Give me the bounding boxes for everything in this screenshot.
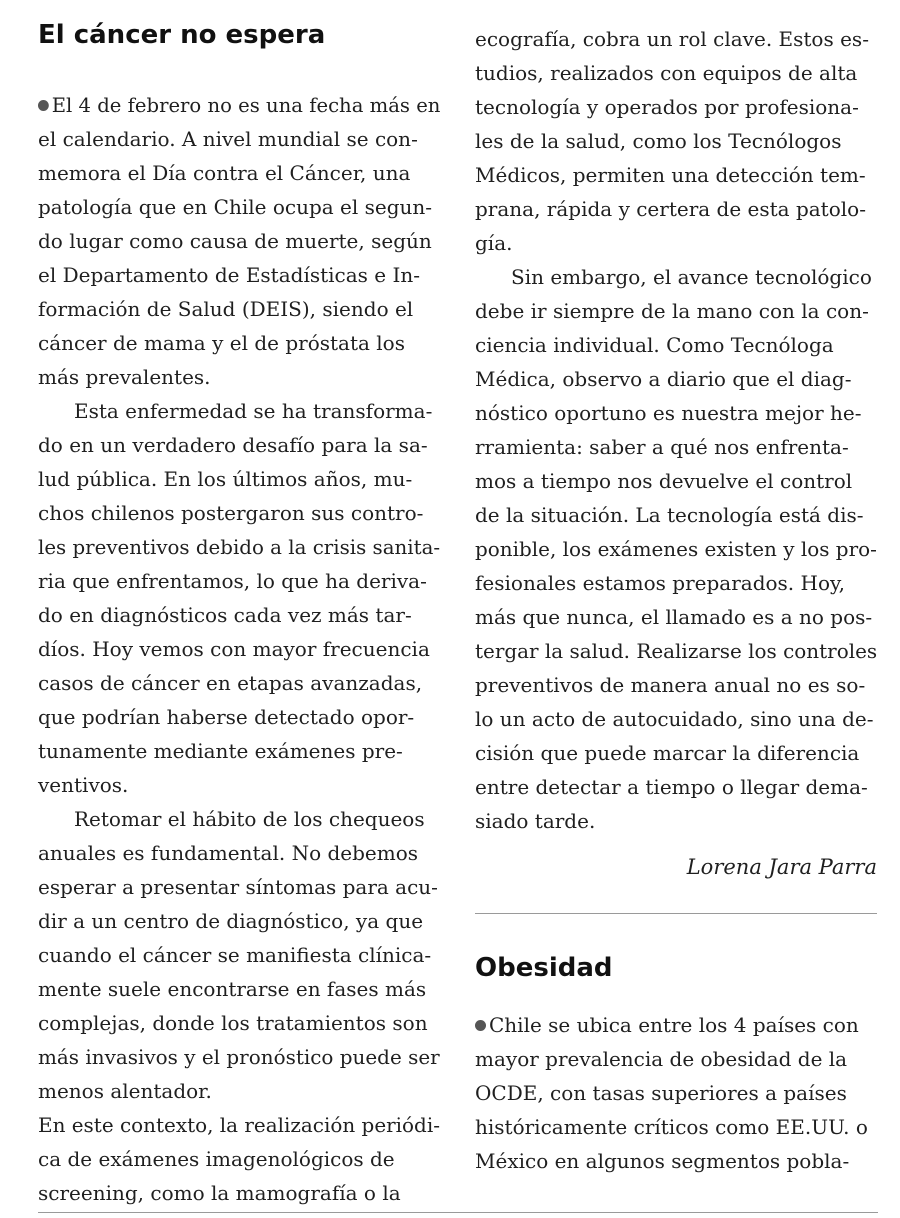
text-line xyxy=(38,1074,212,1108)
text-line-content: mos a tiempo nos devuelve el control xyxy=(475,469,853,493)
text-line xyxy=(38,972,426,1006)
text-line-content: ventivos. xyxy=(38,773,129,797)
text-line xyxy=(475,294,869,328)
text-line-content: chos chilenos postergaron sus contro- xyxy=(38,501,424,525)
text-line xyxy=(38,428,428,462)
text-line xyxy=(475,464,852,498)
text-line xyxy=(475,56,857,90)
text-line-content: ca de exámenes imagenológicos de xyxy=(38,1147,395,1171)
text-line-content: cáncer de mama y el de próstata los xyxy=(38,331,405,355)
text-line-content: tergar la salud. Realizarse los controles xyxy=(475,639,878,663)
text-line xyxy=(475,124,841,158)
text-line xyxy=(475,1110,868,1144)
text-line xyxy=(475,804,595,838)
text-line xyxy=(38,122,418,156)
text-line xyxy=(38,564,427,598)
text-line-content: ria que enfrentamos, lo que ha deriva- xyxy=(38,569,427,593)
text-line-content: Chile se ubica entre los 4 países con xyxy=(489,1013,859,1037)
text-line xyxy=(475,226,512,260)
text-line xyxy=(475,362,851,396)
text-line-content: gía. xyxy=(475,231,513,255)
text-line xyxy=(38,870,438,904)
text-line xyxy=(38,1006,428,1040)
text-line-content: tudios, realizados con equipos de alta xyxy=(475,61,858,85)
text-line-content: Esta enfermedad se ha transforma- xyxy=(74,399,433,423)
text-line-content: entre detectar a tiempo o llegar dema- xyxy=(475,775,868,799)
text-line-content: do en un verdadero desafío para la sa- xyxy=(38,433,428,457)
section-title-obesidad: Obesidad xyxy=(475,953,613,983)
text-line-content: ciencia individual. Como Tecnóloga xyxy=(475,333,834,357)
text-line-content: esperar a presentar síntomas para acu- xyxy=(38,875,438,899)
text-line-content: históricamente críticos como EE.UU. o xyxy=(475,1115,868,1139)
text-line-content: el Departamento de Estadísticas e In- xyxy=(38,263,421,287)
text-line xyxy=(38,292,413,326)
text-line xyxy=(475,600,872,634)
text-line-content: más que nunca, el llamado es a no pos- xyxy=(475,605,873,629)
text-line-content: dir a un centro de diagnóstico, ya que xyxy=(38,909,424,933)
text-line xyxy=(38,734,403,768)
text-line-content: de la situación. La tecnología está dis- xyxy=(475,503,864,527)
text-line-content: patología que en Chile ocupa el segun- xyxy=(38,195,433,219)
text-line-content: anuales es fundamental. No debemos xyxy=(38,841,419,865)
text-line xyxy=(475,1008,859,1042)
text-line xyxy=(38,326,405,360)
text-line xyxy=(475,1076,847,1110)
text-line xyxy=(38,598,412,632)
text-line-content: Médica, observo a diario que el diag- xyxy=(475,367,852,391)
text-line-content: cisión que puede marcar la diferencia xyxy=(475,741,860,765)
text-line-content: el calendario. A nivel mundial se con- xyxy=(38,127,418,151)
text-line xyxy=(475,566,845,600)
text-line xyxy=(511,260,872,294)
text-line xyxy=(38,360,211,394)
text-line xyxy=(475,702,874,736)
text-line xyxy=(475,158,866,192)
text-line-content: siado tarde. xyxy=(475,809,596,833)
text-line xyxy=(475,532,877,566)
text-line xyxy=(38,88,440,122)
text-line-content: tecnología y operados por profesiona- xyxy=(475,95,859,119)
text-line-content: ponible, los exámenes existen y los pro- xyxy=(475,537,877,561)
text-line-content: Retomar el hábito de los chequeos xyxy=(74,807,425,831)
article-title: El cáncer no espera xyxy=(38,20,326,50)
text-line-content: díos. Hoy vemos con mayor frecuencia xyxy=(38,637,430,661)
text-line-content: nóstico oportuno es nuestra mejor he- xyxy=(475,401,862,425)
text-line xyxy=(38,156,410,190)
text-line xyxy=(38,938,431,972)
text-line-content: ecografía, cobra un rol clave. Estos es- xyxy=(475,27,869,51)
text-line-content: les preventivos debido a la crisis sanita- xyxy=(38,535,441,559)
text-line-content: Sin embargo, el avance tecnológico xyxy=(511,265,872,289)
page-bottom-rule xyxy=(38,1212,878,1213)
section-divider xyxy=(475,913,877,914)
text-line-content: casos de cáncer en etapas avanzadas, xyxy=(38,671,423,695)
text-line-content: lo un acto de autocuidado, sino una de- xyxy=(475,707,874,731)
text-line-content: lud pública. En los últimos años, mu- xyxy=(38,467,413,491)
text-line-content: mente suele encontrarse en fases más xyxy=(38,977,427,1001)
text-line-content: tunamente mediante exámenes pre- xyxy=(38,739,403,763)
text-line-content: screening, como la mamografía o la xyxy=(38,1181,401,1205)
text-line-content: preventivos de manera anual no es so- xyxy=(475,673,866,697)
text-line-content: En este contexto, la realización periódi- xyxy=(38,1113,440,1137)
text-line-content: cuando el cáncer se manifiesta clínica- xyxy=(38,943,432,967)
text-line xyxy=(475,1042,847,1076)
article-author: Lorena Jara Parra xyxy=(686,855,877,879)
text-line-content: fesionales estamos preparados. Hoy, xyxy=(475,571,845,595)
text-line-content: complejas, donde los tratamientos son xyxy=(38,1011,428,1035)
text-line xyxy=(38,632,430,666)
text-line-content: debe ir siempre de la mano con la con- xyxy=(475,299,869,323)
text-line-content: rramienta: saber a qué nos enfrenta- xyxy=(475,435,849,459)
text-line xyxy=(475,1144,849,1178)
text-line xyxy=(38,1108,440,1142)
text-line xyxy=(475,736,859,770)
text-line-content: que podrían haberse detectado opor- xyxy=(38,705,415,729)
text-line xyxy=(475,498,864,532)
text-line xyxy=(38,462,412,496)
text-line-content: El 4 de febrero no es una fecha más en xyxy=(51,93,441,117)
text-line xyxy=(38,190,432,224)
bullet-icon xyxy=(38,100,49,111)
text-line xyxy=(475,192,866,226)
text-line-content: menos alentador. xyxy=(38,1079,212,1103)
bullet-icon xyxy=(475,1020,486,1031)
text-line-content: do lugar como causa de muerte, según xyxy=(38,229,432,253)
text-line xyxy=(38,1142,395,1176)
text-line xyxy=(38,836,418,870)
text-line xyxy=(475,770,868,804)
text-line-content: formación de Salud (DEIS), siendo el xyxy=(38,297,414,321)
text-line xyxy=(38,224,432,258)
text-line-content: más invasivos y el pronóstico puede ser xyxy=(38,1045,440,1069)
text-line xyxy=(475,22,869,56)
text-line xyxy=(38,700,414,734)
text-line-content: México en algunos segmentos pobla- xyxy=(475,1149,850,1173)
text-line xyxy=(475,90,859,124)
text-line xyxy=(74,802,425,836)
text-line xyxy=(38,258,420,292)
text-line xyxy=(475,396,862,430)
text-line-content: prana, rápida y certera de esta patolo- xyxy=(475,197,866,221)
text-line-content: memora el Día contra el Cáncer, una xyxy=(38,161,411,185)
text-line xyxy=(38,530,440,564)
text-line-content: Médicos, permiten una detección tem- xyxy=(475,163,866,187)
text-line-content: les de la salud, como los Tecnólogos xyxy=(475,129,842,153)
text-line-content: OCDE, con tasas superiores a países xyxy=(475,1081,847,1105)
text-line-content: mayor prevalencia de obesidad de la xyxy=(475,1047,848,1071)
text-line xyxy=(74,394,432,428)
text-line xyxy=(475,634,877,668)
text-line xyxy=(38,1176,401,1210)
text-line xyxy=(38,768,128,802)
text-line xyxy=(38,666,422,700)
text-line xyxy=(38,1040,440,1074)
text-line-content: más prevalentes. xyxy=(38,365,211,389)
text-line-content: do en diagnósticos cada vez más tar- xyxy=(38,603,412,627)
text-line xyxy=(475,430,849,464)
text-line xyxy=(475,328,834,362)
text-line xyxy=(38,496,423,530)
text-line xyxy=(475,668,865,702)
text-line xyxy=(38,904,423,938)
